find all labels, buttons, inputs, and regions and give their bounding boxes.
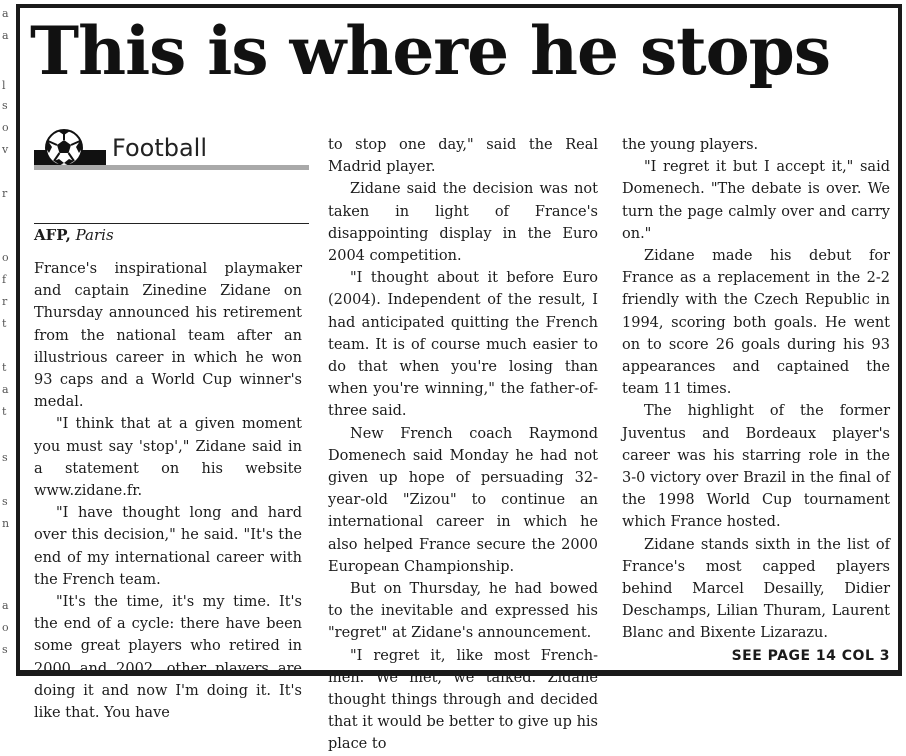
paragraph: But on Thursday, he had bowed to the inevitable and expressed his "regret" at Zidane's announcement.	[328, 581, 598, 642]
gutter-letter: v	[2, 143, 9, 156]
gutter-letter: s	[2, 99, 8, 112]
gutter-letter: s	[2, 643, 8, 656]
gutter-letter: t	[2, 405, 7, 418]
paragraph: New French coach Raymond Domenech said Monday he had not given up hope of persuading 32-year-old "Zizou" to continue an international career in which he also helped France secure the 2000 European Championship.	[328, 425, 598, 575]
byline-agency: AFP,	[34, 226, 71, 244]
paragraph: The highlight of the former Juventus and Bordeaux player's career was his starring role in the 3-0 victory over Brazil in the final of the 1998 World Cup tournament which France hosted.	[622, 403, 890, 531]
byline-rule	[34, 223, 309, 224]
byline	[34, 226, 114, 244]
article-column-1	[34, 258, 302, 724]
gutter-letter: a	[2, 599, 9, 612]
football-icon	[44, 128, 84, 168]
byline-place: Paris	[75, 226, 114, 244]
section-rule	[34, 165, 309, 170]
section-kicker	[34, 130, 309, 174]
paragraph: Zidane said the decision was not taken in light of France's disappointing display in the Euro 2004 competition.	[328, 181, 598, 265]
gutter-letter: a	[2, 383, 9, 396]
gutter-letter: n	[2, 517, 10, 530]
paragraph: "It's the time, it's my time. It's the end of a cycle: there have been some great players who retired in 2000 and 2002, other players are doing it and now I'm doing it. It's like that. You have	[34, 594, 302, 722]
gutter-letter: a	[2, 29, 9, 42]
gutter-letter: r	[2, 295, 8, 308]
paragraph: "I have thought long and hard over this decision," he said. "It's the end of my international career with the French team.	[34, 505, 302, 588]
paragraph: to stop one day," said the Real Madrid player.	[328, 137, 598, 176]
gutter-letter: f	[2, 273, 7, 286]
paragraph: France's inspirational playmaker and captain Zinedine Zidane on Thursday announced his retirement from the national team after an illustrious career in which he won 93 caps and a World Cup winner's medal.	[34, 261, 302, 411]
paragraph: "I think that at a given moment you must say 'stop'," Zidane said in a statement on his website www.zidane.fr.	[34, 416, 302, 500]
paragraph: Zidane made his debut for France as a replacement in the 2-2 friendly with the Czech Republic in 1994, scoring both goals. He went on to score 26 goals during his 93 appearances and captained the team 11 times.	[622, 248, 890, 398]
gutter-letter: o	[2, 621, 9, 634]
gutter-letter: t	[2, 361, 7, 374]
gutter-letter: o	[2, 121, 9, 134]
paragraph: the young players.	[622, 137, 759, 153]
article-column-2	[328, 134, 598, 756]
paragraph: "I regret it but I accept it," said Domenech. "The debate is over. We turn the page calmly over and carry on."	[622, 159, 890, 242]
gutter-letter: r	[2, 187, 8, 200]
paragraph: "I regret it, like most French-men. We met, we talked. Zidane thought things through and decided that it would be better to give up his place to	[328, 647, 598, 753]
adjacent-column-edge	[0, 0, 12, 680]
gutter-letter: l	[2, 79, 6, 92]
gutter-letter: a	[2, 7, 9, 20]
headline: This is where he stops	[30, 12, 830, 90]
paragraph: "I thought about it before Euro (2004). Independent of the result, I had anticipated quitting the French team. It is of course much easier to do that when you're losing than when you're winning," the father-of-three said.	[328, 270, 598, 420]
paragraph: Zidane stands sixth in the list of France's most capped players behind Marcel Desailly, Didier Deschamps, Lilian Thuram, Laurent Blanc and Bixente Lizarazu.	[622, 536, 890, 642]
gutter-letter: s	[2, 451, 8, 464]
section-label: Football	[112, 134, 208, 162]
article-column-3	[622, 134, 890, 667]
gutter-letter: o	[2, 251, 9, 264]
gutter-letter: s	[2, 495, 8, 508]
jump-line: SEE PAGE 14 COL 3	[731, 647, 890, 664]
gutter-letter: t	[2, 317, 7, 330]
